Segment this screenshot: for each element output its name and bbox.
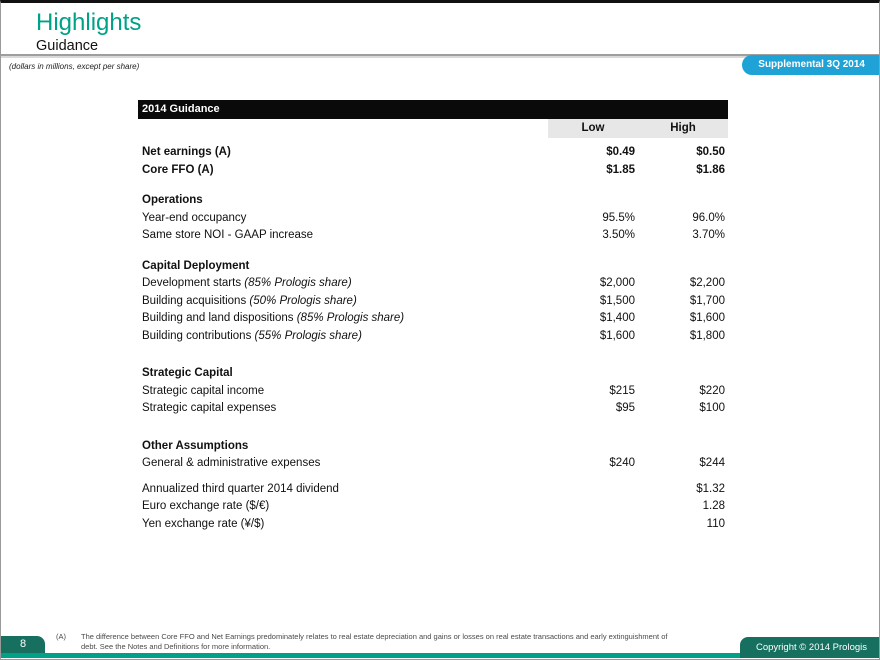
row-label-italic: (50% Prologis share): [246, 294, 357, 307]
row-spacer: [138, 179, 728, 192]
page-number-badge: 8: [1, 636, 45, 653]
row-label-text: Other Assumptions: [142, 439, 249, 452]
row-label-text: Capital Deployment: [142, 259, 250, 272]
page-subtitle: Guidance: [36, 38, 99, 54]
cell-low: [548, 481, 638, 499]
supplemental-badge: Supplemental 3Q 2014: [742, 55, 879, 75]
table-row: [138, 498, 728, 516]
row-label: [138, 210, 548, 228]
cell-high: 110: [706, 517, 725, 530]
row-label: [138, 162, 548, 180]
row-label: [138, 227, 548, 245]
row-label: [138, 258, 548, 276]
table-row: [138, 192, 728, 210]
table-row: [138, 328, 728, 346]
row-label: [138, 275, 548, 293]
row-spacer: [138, 345, 728, 365]
row-label: [138, 400, 548, 418]
cell-high: 1.28: [702, 500, 725, 512]
copyright-badge: Copyright © 2014 Prologis: [740, 637, 879, 658]
row-label-text: Core FFO (A): [142, 163, 214, 176]
cell-high: [638, 365, 728, 383]
row-label-text: Year-end occupancy: [142, 211, 247, 224]
row-label: [138, 438, 548, 456]
table-row: [138, 258, 728, 276]
row-label: [138, 498, 548, 516]
footnote-text: The difference between Core FFO and Net Earnings predominately relates to real estate depreciation and gains or losses on real estate transactions and early extinguishment of debt. See the Notes and Definitions for more information.: [81, 632, 668, 651]
row-label: [138, 328, 548, 346]
row-label: [138, 192, 548, 210]
cell-low: [548, 258, 638, 276]
cell-low: [548, 365, 638, 383]
row-spacer: [138, 473, 728, 481]
row-label-italic: (55% Prologis share): [251, 329, 362, 342]
cell-low: $1.85: [606, 163, 635, 176]
cell-high: $100: [699, 402, 725, 414]
cell-high: [638, 258, 728, 276]
table-row: [138, 383, 728, 401]
cell-low: 3.50%: [602, 229, 635, 241]
cell-high: $1,700: [689, 294, 725, 307]
row-label: [138, 293, 548, 311]
table-row: [138, 481, 728, 499]
table-title-bar: 2014 Guidance: [138, 100, 728, 119]
cell-high: $244: [699, 457, 725, 469]
row-label-text: Euro exchange rate ($/€): [142, 500, 270, 512]
row-label-text: Development starts: [142, 277, 242, 289]
cell-low: $1,600: [599, 329, 635, 342]
row-label-text: Net earnings (A): [142, 146, 231, 158]
cell-low: [548, 516, 638, 534]
guidance-table: [138, 100, 728, 533]
table-row: [138, 438, 728, 456]
row-label: [138, 144, 548, 162]
cell-high: $1,800: [689, 329, 725, 342]
table-row: [138, 227, 728, 245]
row-label-text: Strategic capital expenses: [142, 402, 277, 414]
cell-low: [548, 498, 638, 516]
table-row: [138, 293, 728, 311]
cell-high: $0.50: [696, 146, 725, 158]
row-label-text: Building acquisitions: [142, 294, 247, 307]
column-header-bar: [548, 119, 728, 138]
page-title: Highlights: [36, 9, 142, 36]
row-label-text: Building contributions: [142, 329, 252, 342]
row-label-text: Strategic Capital: [142, 367, 233, 379]
row-label-text: Operations: [142, 194, 203, 206]
cell-high: $1.86: [696, 163, 725, 176]
column-header-high: High: [670, 122, 696, 134]
row-label-text: Building and land dispositions: [142, 312, 294, 324]
cell-high: [638, 438, 728, 456]
row-label: [138, 481, 548, 499]
cell-high: [638, 192, 728, 210]
table-row: [138, 455, 728, 473]
cell-high: $220: [699, 384, 725, 397]
footnote: [56, 632, 686, 651]
row-label: [138, 516, 548, 534]
row-label-text: Annualized third quarter 2014 dividend: [142, 482, 339, 495]
table-row: [138, 516, 728, 534]
cell-low: [548, 438, 638, 456]
row-label: [138, 455, 548, 473]
cell-low: $240: [609, 457, 635, 469]
cell-low: $0.49: [606, 146, 635, 158]
row-spacer: [138, 245, 728, 258]
cell-low: $2,000: [599, 277, 635, 289]
cell-high: $2,200: [689, 277, 725, 289]
cell-high: 96.0%: [692, 211, 725, 224]
row-label: [138, 310, 548, 328]
cell-low: $1,500: [599, 294, 635, 307]
row-label-text: Strategic capital income: [142, 384, 265, 397]
cell-low: [548, 192, 638, 210]
cell-high: $1.32: [696, 482, 725, 495]
row-label-italic: (85% Prologis share): [293, 312, 405, 324]
row-label: [138, 383, 548, 401]
table-row: [138, 400, 728, 418]
row-label-text: General & administrative expenses: [142, 457, 321, 469]
units-note: (dollars in millions, except per share): [9, 62, 140, 71]
table-rows: [138, 144, 728, 533]
table-row: [138, 310, 728, 328]
row-label-italic: (85% Prologis share): [241, 277, 352, 289]
cell-low: $215: [609, 384, 635, 397]
cell-high: $1,600: [689, 312, 725, 324]
row-spacer: [138, 418, 728, 438]
row-label: [138, 365, 548, 383]
table-row: [138, 162, 728, 180]
table-row: [138, 365, 728, 383]
cell-low: $95: [615, 402, 635, 414]
footnote-marker: (A): [56, 632, 66, 641]
table-row: [138, 275, 728, 293]
table-row: [138, 210, 728, 228]
cell-high: 3.70%: [692, 229, 725, 241]
row-label-text: Same store NOI - GAAP increase: [142, 229, 314, 241]
column-header-low: Low: [581, 122, 605, 134]
cell-low: 95.5%: [602, 211, 635, 224]
table-row: [138, 144, 728, 162]
cell-low: $1,400: [599, 312, 635, 324]
row-label-text: Yen exchange rate (¥/$): [142, 517, 265, 530]
